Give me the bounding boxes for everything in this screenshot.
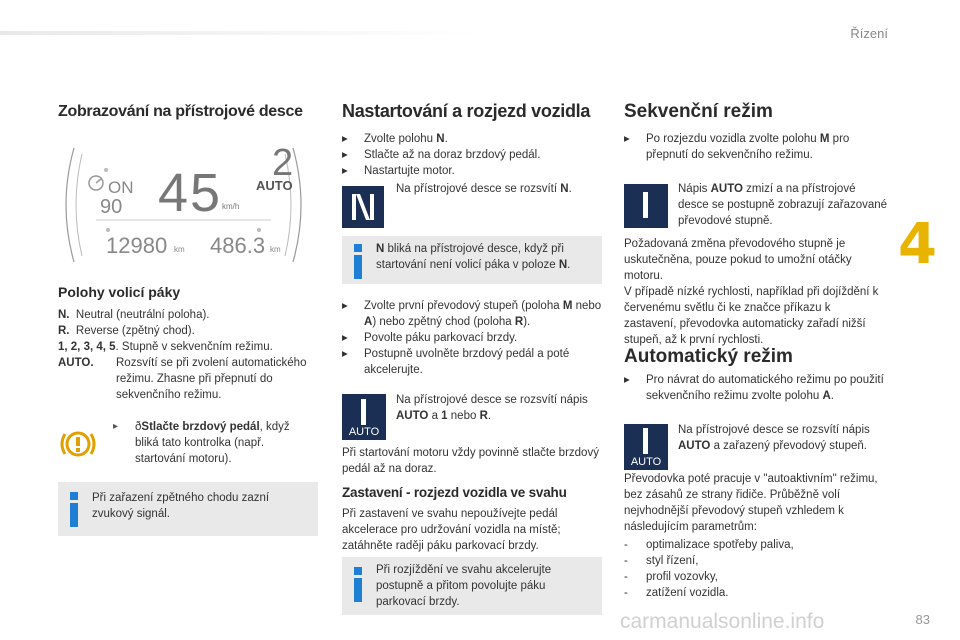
info-text: N bliká na přístrojové desce, když při startování není volicí páka v poloze N. <box>376 243 571 271</box>
col3-title: Sekvenční režim <box>624 101 773 122</box>
step-6: ▸ Postupně uvolněte brzdový pedál a poté akcelerujte. <box>342 348 570 376</box>
info-box-n <box>342 236 602 284</box>
chapter-number: 4 <box>898 212 937 277</box>
gear-one-icon <box>643 192 648 218</box>
cluster-speed-unit: km/h <box>222 202 240 211</box>
gear-positions-list <box>58 307 308 403</box>
gear-one-icon <box>643 428 648 454</box>
brake-warning-icon <box>58 424 98 464</box>
seq-para-1: Požadovaná změna převodového stupně je uskutečněna, pouze pokud to umožní otáčky motoru. <box>624 238 852 282</box>
info-box-hill <box>342 557 602 615</box>
gear-item-n: N. Neutral (neutrální poloha). <box>58 309 210 321</box>
drive-steps <box>342 298 604 378</box>
step-3: ▸ Nastartujte motor. <box>342 165 455 177</box>
auto-label: AUTO <box>348 426 380 438</box>
indicator-n-text: Na přístrojové desce se rozsvítí N. <box>396 183 572 195</box>
start-steps <box>342 131 602 179</box>
col1-subtitle: Polohy volicí páky <box>58 284 181 300</box>
hill-stop-text: Při zastavení ve svahu nepoužívejte pedál akcelerace pro udržování vozidla na místě; zatáhněte raději páku parkovací brzdy. <box>342 508 561 552</box>
auto-param-list <box>624 537 886 601</box>
cruise-icon <box>89 176 103 190</box>
gear-one-icon <box>361 399 366 425</box>
col2-title: Nastartování a rozjezd vozidla <box>342 101 591 121</box>
gear-item-auto: AUTO. Rozsvítí se při zvolení automatického režimu. Zhasne při přepnutí do sekvenčního režimu. <box>58 357 307 401</box>
cluster-trip: 486.3 <box>210 233 266 258</box>
cluster-speed: 45 <box>158 163 223 223</box>
step-2: ▸ Stlačte až na doraz brzdový pedál. <box>342 149 541 161</box>
cluster-on: ON <box>108 178 134 197</box>
watermark: carmanualsonline.info <box>620 610 825 633</box>
indicator-auto-2 <box>624 424 668 470</box>
list-item: - optimalizace spotřeby paliva, <box>624 539 794 551</box>
step-4: ▸ Zvolte první převodový stupeň (poloha M nebo A) nebo zpětný chod (poloha R). <box>342 300 602 328</box>
indicator-seq-text: Nápis AUTO zmizí a na přístrojové desce se postupně zobrazují zařazované převodové stupně. <box>678 183 888 227</box>
page-number: 83 <box>915 612 930 627</box>
start-note: Při startování motoru vždy povinně stlačte brzdový pedál až na doraz. <box>342 447 599 475</box>
gear-item-seq: 1, 2, 3, 4, 5. Stupně v sekvenčním režimu. <box>58 341 273 353</box>
list-item: - styl řízení, <box>624 555 699 567</box>
list-item: - zatížení vozidla. <box>624 587 729 599</box>
info-box-reverse <box>58 482 318 536</box>
indicator-auto-text: Na přístrojové desce se rozsvítí nápis AUTO a 1 nebo R. <box>396 394 588 422</box>
col3-title-2: Automatický režim <box>624 346 793 367</box>
cluster-odometer: 12980 <box>106 233 168 258</box>
indicator-auto-1 <box>342 394 386 440</box>
indicator-auto-2-text: Na přístrojové desce se rozsvítí nápis AUTO a zařazený převodový stupeň. <box>678 424 870 452</box>
list-item: - profil vozovky, <box>624 571 719 583</box>
col2-subtitle: Zastavení - rozjezd vozidla ve svahu <box>342 485 567 500</box>
indicator-n <box>342 186 384 228</box>
info-text: Při rozjíždění ve svahu akcelerujte postupně a přitom povolujte páku parkovací brzdy. <box>376 564 552 608</box>
col1-title: Zobrazování na přístrojové desce <box>58 103 303 120</box>
instrument-cluster <box>56 140 311 270</box>
cluster-trip-unit: km <box>270 245 281 254</box>
auto-para: Převodovka poté pracuje v "autoaktivním" režimu, bez zásahů ze strany řidiče. Průběžně volí nejvhodnější převodový stupeň vzhledem k následujícím parametrům: <box>624 473 878 533</box>
cluster-speed-limit: 90 <box>100 196 123 218</box>
section-label: Řízení <box>850 26 888 41</box>
info-icon <box>70 492 78 527</box>
cluster-gear: 2 <box>272 142 294 184</box>
seq-para-2: V případě nízké rychlosti, například při dojíždění k červenému světlu či ke značce příkazu k zastavení, převodovka automaticky zařadí nižší stupeň, až k první rychlosti. <box>624 286 879 346</box>
step-5: ▸ Povolte páku parkovací brzdy. <box>342 332 518 344</box>
info-icon <box>354 244 362 279</box>
page-header <box>0 0 960 62</box>
auto-label: AUTO <box>630 456 662 468</box>
info-text: Při zařazení zpětného chodu zazní zvukový signál. <box>92 492 270 520</box>
info-icon <box>354 567 362 602</box>
step-1: ▸ Zvolte polohu N. <box>342 133 448 145</box>
indicator-seq <box>624 184 668 228</box>
n-gear-icon <box>342 186 384 228</box>
cluster-odo-unit: km <box>174 245 185 254</box>
seq-step: ▸ Po rozjezdu vozidla zvolte polohu M pro přepnutí do sekvenčního režimu. <box>624 133 850 161</box>
brake-instruction: ð ▸ Stlačte brzdový pedál, když bliká tato kontrolka (např. startování motoru). <box>113 419 313 469</box>
cluster-mode: AUTO <box>256 178 293 193</box>
auto-step: ▸ Pro návrat do automatického režimu po použití sekvenčního režimu zvolte polohu A. <box>624 374 884 402</box>
gear-item-r: R. Reverse (zpětný chod). <box>58 325 195 337</box>
